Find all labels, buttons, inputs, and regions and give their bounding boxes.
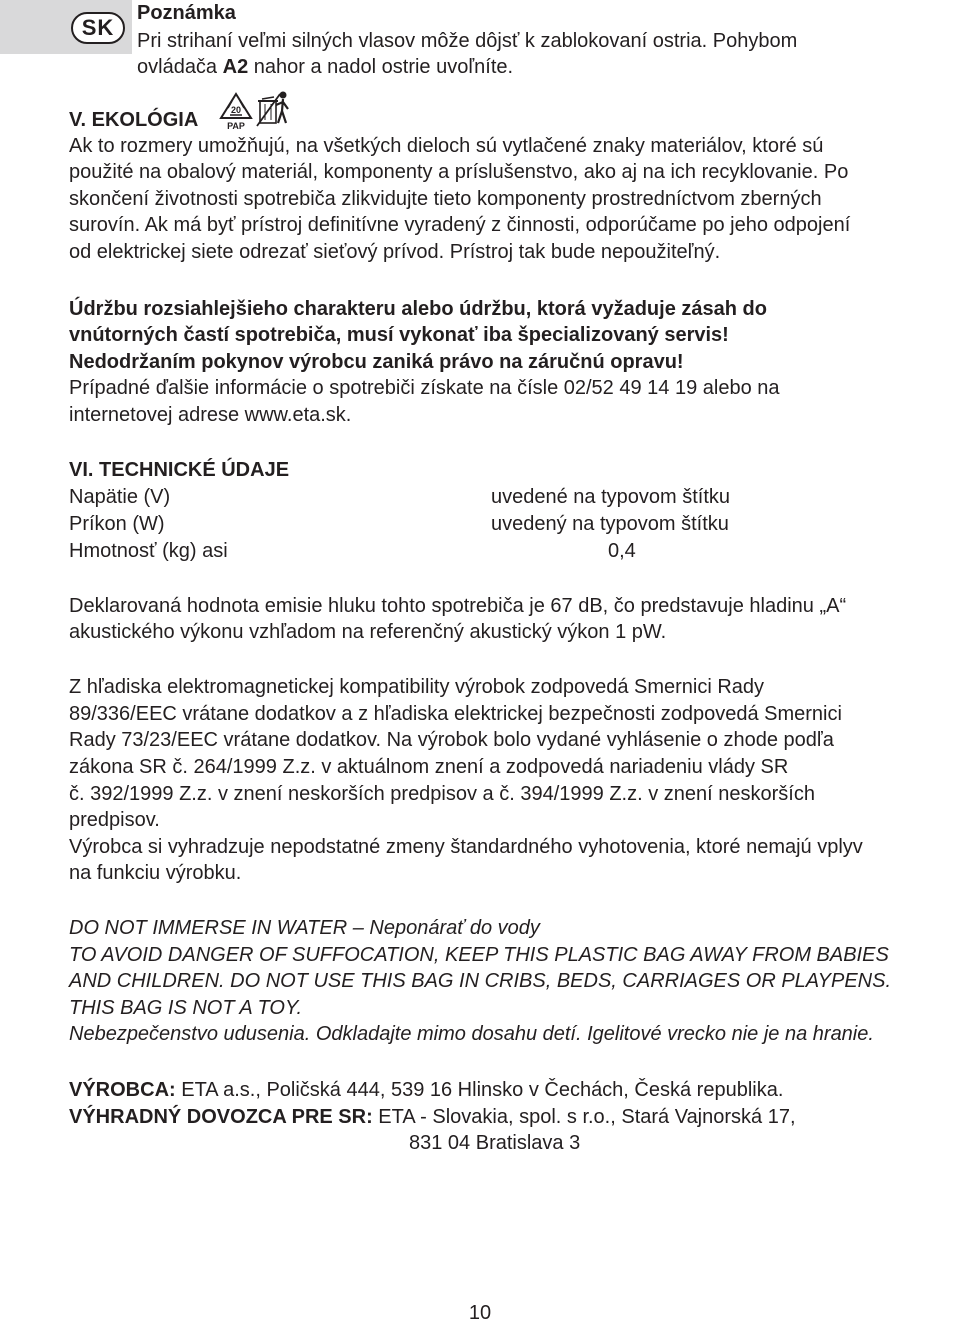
note-line: ovládača A2 nahor a nadol ostrie uvoľníte. (137, 56, 514, 78)
maintenance-line: internetovej adrese www.eta.sk. (69, 404, 352, 426)
spec-value: 0,4 (608, 540, 636, 562)
noise-line: akustického výkonu vzhľadom na referenčný akustický výkon 1 pW. (69, 621, 667, 643)
compliance-line: Z hľadiska elektromagnetickej kompatibility výrobok zodpovedá Smernici Rady (69, 676, 765, 698)
warning-line: Nebezpečenstvo udusenia. Odkladajte mimo dosahu detí. Igelitové vrecko nie je na hranie. (69, 1023, 874, 1045)
recycling-label: PAP (227, 121, 245, 131)
maintenance-bold-line: vnútorných častí spotrebiča, musí vykonať iba špecializovaný servis! (69, 324, 729, 346)
importer-line (69, 1104, 796, 1130)
ecology-line: surovín. Ak má byť prístroj definitívne vyradený z činnosti, odporúčame po jeho odpojení (69, 214, 851, 236)
manufacturer-value: ETA a.s., Poličská 444, 539 16 Hlinsko v Čechách, Česká republika. (175, 1079, 784, 1101)
spec-value: uvedený na typovom štítku (491, 513, 729, 535)
manufacturer-label: VÝROBCA: (69, 1079, 176, 1101)
compliance-line: 89/336/EEC vrátane dodatkov a z hľadiska elektrickej bezpečnosti zodpovedá Smernici (69, 703, 842, 725)
noise-line: Deklarovaná hodnota emisie hluku tohto spotrebiča je 67 dB, čo predstavuje hladinu „A“ (69, 595, 847, 617)
control-ref: A2 (222, 56, 249, 78)
compliance-line: Rady 73/23/EEC vrátane dodatkov. Na výrobok bolo vydané vyhlásenie o zhode podľa (69, 729, 834, 751)
maintenance-bold-line: Údržbu rozsiahlejšieho charakteru alebo údržbu, ktorá vyžaduje zásah do (69, 298, 767, 320)
specs-heading: VI. TECHNICKÉ ÚDAJE (69, 459, 290, 481)
maintenance-line: Prípadné ďalšie informácie o spotrebiči získate na čísle 02/52 49 14 19 alebo na (69, 377, 780, 399)
importer-address: 831 04 Bratislava 3 (409, 1132, 581, 1154)
importer-label: VÝHRADNÝ DOVOZCA PRE SR: (69, 1106, 373, 1128)
note-title: Poznámka (137, 2, 236, 24)
ecology-line: skončení životnosti spotrebiča zlikvidujte tieto komponenty prostredníctvom zberných (69, 188, 822, 210)
maintenance-bold-line: Nedodržaním pokynov výrobcu zaniká právo na záručnú opravu! (69, 351, 684, 373)
spec-label: Napätie (V) (69, 486, 171, 508)
spec-label: Príkon (W) (69, 513, 165, 535)
ecology-line: použité na obalový materiál, komponenty a príslušenstvo, ako aj na ich recyklovanie. Po (69, 161, 849, 183)
language-badge: SK (71, 12, 125, 44)
compliance-line: na funkciu výrobku. (69, 862, 242, 884)
warning-line: AND CHILDREN. DO NOT USE THIS BAG IN CRIBS, BEDS, CARRIAGES OR PLAYPENS. (69, 970, 892, 992)
warning-line: THIS BAG IS NOT A TOY. (69, 997, 303, 1019)
ecology-line: Ak to rozmery umožňujú, na všetkých dieloch sú vytlačené znaky materiálov, ktoré sú (69, 135, 824, 157)
note-line: Pri strihaní veľmi silných vlasov môže dôjsť k zablokovaní ostria. Pohybom (137, 30, 798, 52)
warning-line: TO AVOID DANGER OF SUFFOCATION, KEEP THIS PLASTIC BAG AWAY FROM BABIES (69, 944, 889, 966)
recycling-number: 20 (230, 105, 242, 115)
spec-value: uvedené na typovom štítku (491, 486, 731, 508)
recycling-pap-icon (218, 92, 254, 132)
compliance-line: zákona SR č. 264/1999 Z.z. v aktuálnom znení a zodpovedá nariadeniu vlády SR (69, 756, 789, 778)
warning-line: DO NOT IMMERSE IN WATER – Neponárať do vody (69, 917, 540, 939)
compliance-line: predpisov. (69, 809, 160, 831)
manufacturer-line (69, 1077, 783, 1103)
importer-value: ETA - Slovakia, spol. s r.o., Stará Vajnorská 17, (372, 1106, 796, 1128)
spec-label: Hmotnosť (kg) asi (69, 540, 228, 562)
waste-bin-icon (256, 89, 290, 129)
compliance-line: č. 392/1999 Z.z. v znení neskorších predpisov a č. 394/1999 Z.z. v znení neskorších (69, 783, 815, 805)
ecology-heading: V. EKOLÓGIA (69, 109, 199, 131)
compliance-line: Výrobca si vyhradzuje nepodstatné zmeny štandardného vyhotovenia, ktoré nemajú vplyv (69, 836, 863, 858)
page-number: 10 (468, 1302, 492, 1324)
ecology-line: od elektrickej siete odrezať sieťový prívod. Prístroj tak bude nepoužiteľný. (69, 241, 721, 263)
